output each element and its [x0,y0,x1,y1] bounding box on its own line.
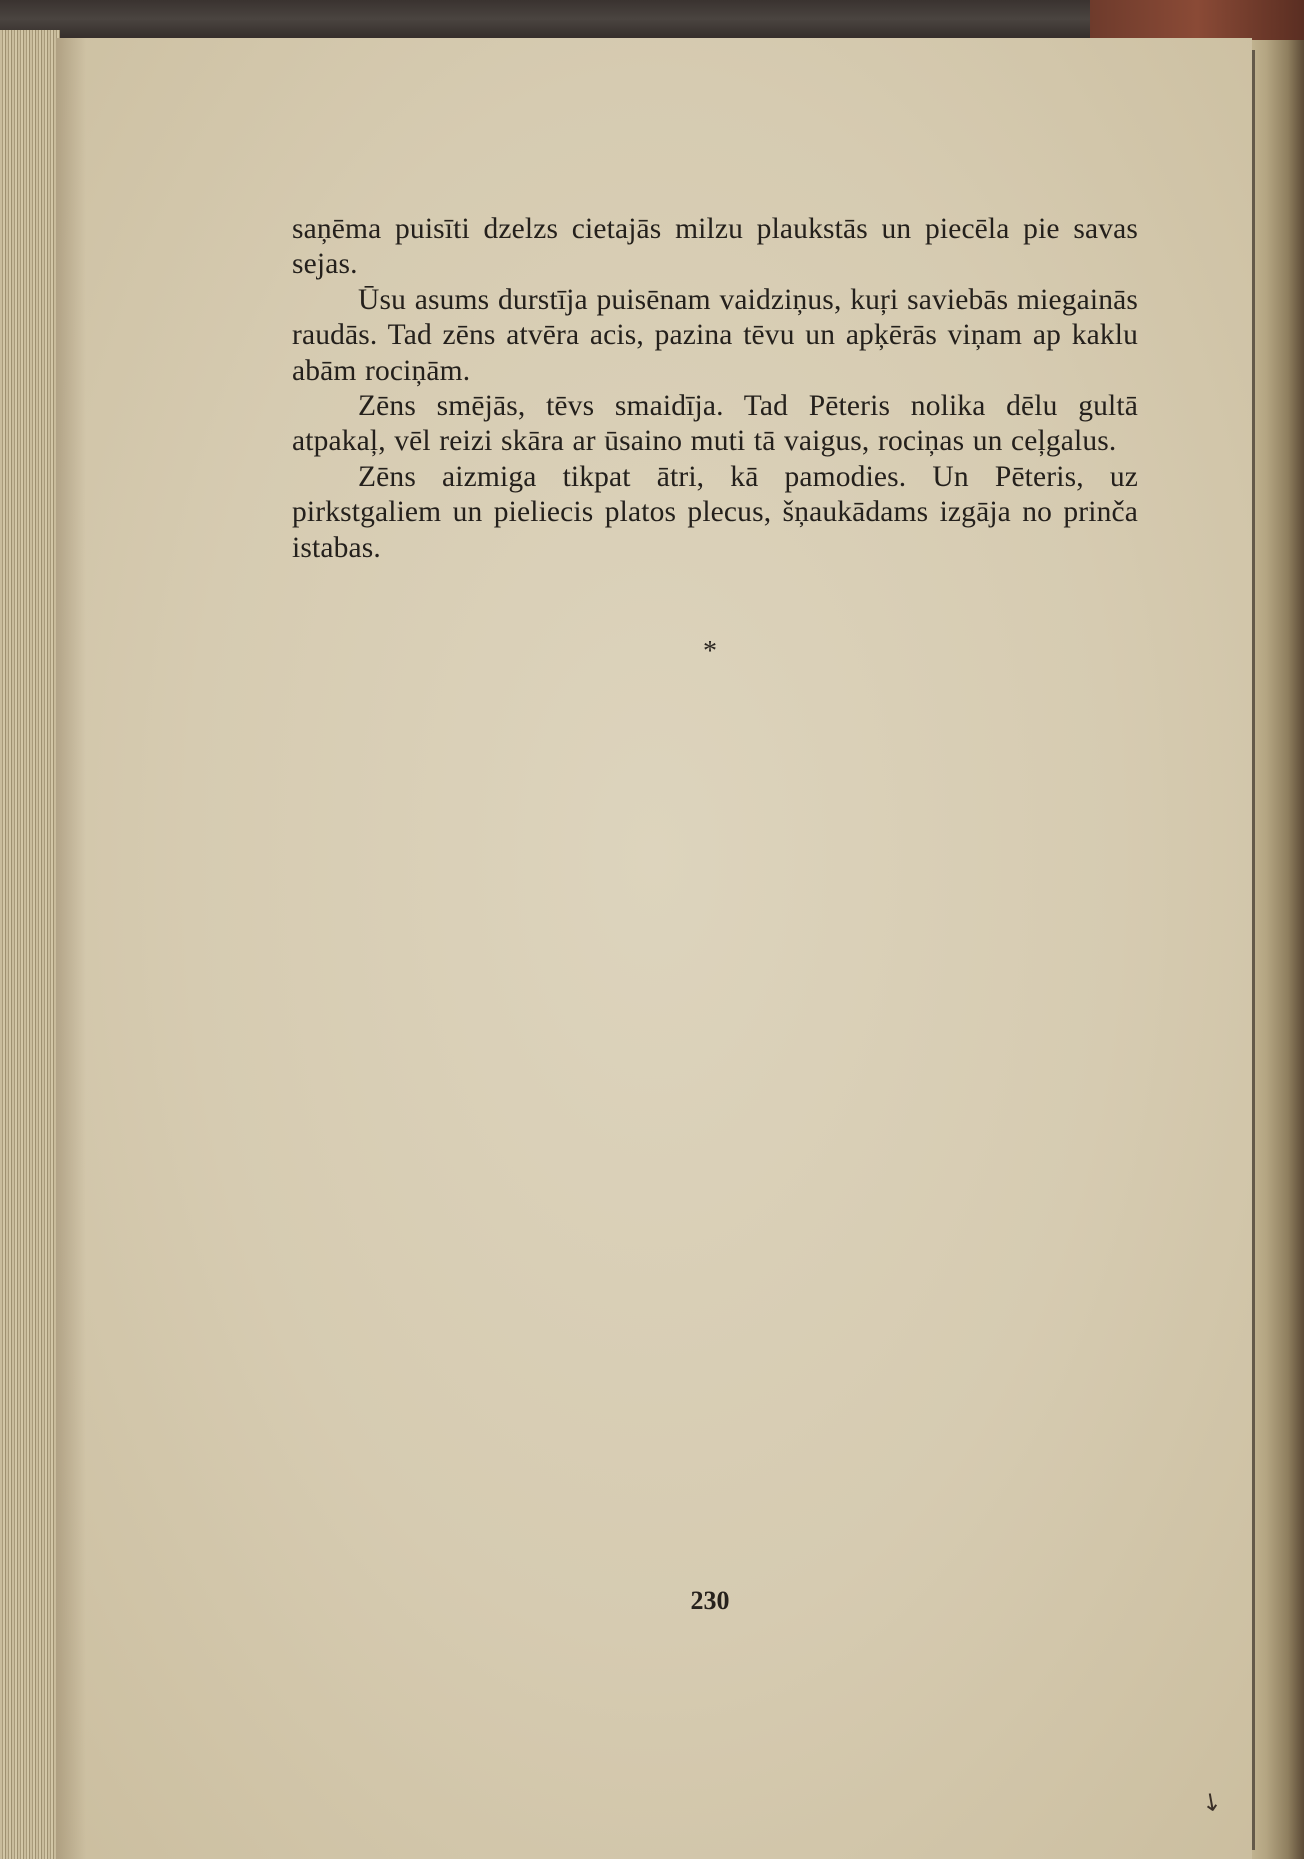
gutter-line [1252,50,1255,1850]
body-text [292,212,1138,566]
paragraph: Zēns smējās, tēvs smaidīja. Tad Pēteris nolika dēlu gultā atpakaļ, vēl reizi skāra ar ūsaino muti tā vaigus, rociņas un ceļgalus. [292,390,1138,458]
paragraph: Ūsu asums durstīja puisēnam vaidziņus, kuŗi saviebās miegainās raudās. Tad zēns atvēra acis, pazina tēvu un apķērās viņam ap kaklu abām rociņām. [292,283,1138,387]
right-page-edge [1250,40,1304,1859]
section-separator: * [703,636,717,667]
page-shadow [56,38,86,1859]
stacked-page-edges [0,30,60,1859]
paragraph: Zēns aizmiga tikpat ātri, kā pamodies. Un Pēteris, uz pirkstgaliem un pieliecis platos plecus, šņaukādams izgāja no prinča istabas. [292,460,1138,564]
page-number: 230 [690,1586,730,1615]
page-corner-mark-icon: ↘ [1195,1784,1228,1819]
paragraph-continuation: saņēma puisīti dzelzs cietajās milzu plaukstās un piecēla pie savas sejas. [292,213,1138,281]
